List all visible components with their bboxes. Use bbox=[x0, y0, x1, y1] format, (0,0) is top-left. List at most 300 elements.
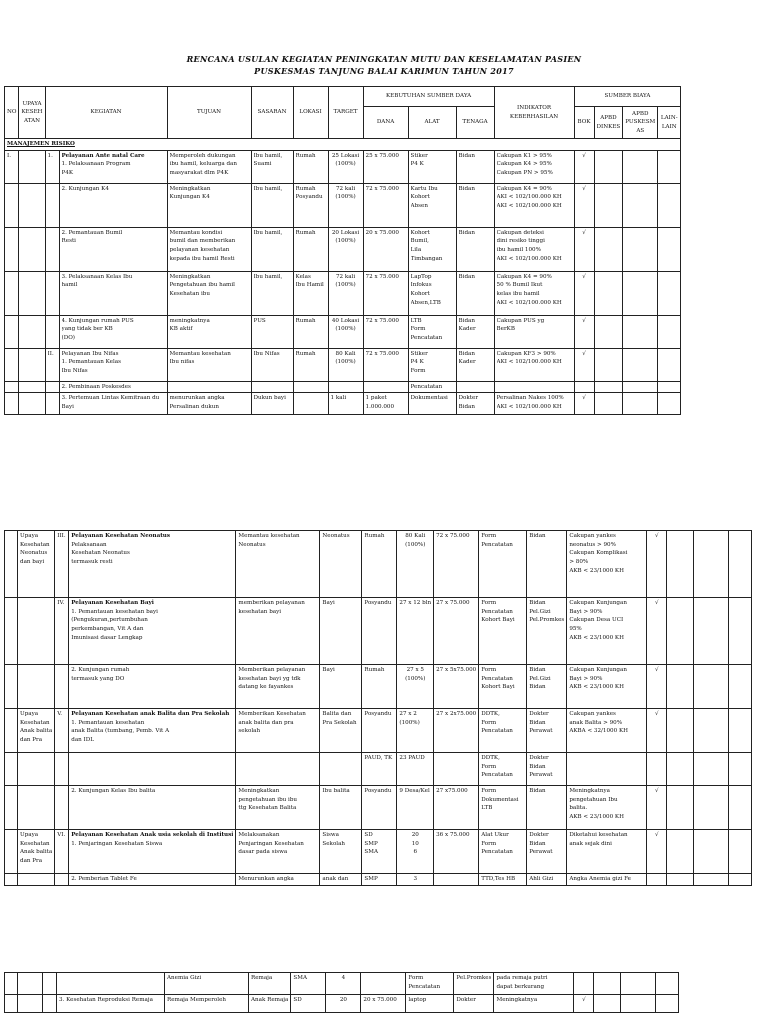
cell-indikator: Cakupan K4 = 90% AKI < 102/100.000 KH AKI < 102/100.000 KH bbox=[494, 183, 574, 227]
cell-tenaga: Bidan bbox=[456, 227, 494, 271]
cell-upaya bbox=[19, 315, 45, 348]
cell-indikator bbox=[494, 381, 574, 393]
cell-kegiatan: Pelayanan Kesehatan anak Balita dan Pra Sekolah 1. Pemantauan kesehatan anak Balita (tumbang, Pemb. Vit A dan IDL bbox=[69, 709, 236, 753]
cell-indikator: Cakupan K1 > 95% Cakupan K4 > 95% Cakupan PN > 95% bbox=[494, 150, 574, 183]
cell-alat: TTD,Tes HB bbox=[479, 874, 527, 886]
cell-kegiatan bbox=[69, 753, 236, 786]
cell-upaya bbox=[18, 874, 55, 886]
cell-apbd-puskesmas bbox=[623, 348, 658, 381]
cell-alat: laptop bbox=[406, 995, 454, 1013]
cell-sub-number bbox=[45, 271, 59, 315]
cell-sasaran: Bayi bbox=[320, 598, 362, 665]
cell-apbd-puskesmas bbox=[694, 830, 729, 874]
cell-apbd-puskesmas bbox=[694, 753, 729, 786]
cell-apbd-puskesmas bbox=[621, 995, 656, 1013]
cell-target: 80 Kali (100%) bbox=[328, 348, 363, 381]
cell-bok-check: √ bbox=[647, 786, 667, 830]
cell-target: 27 x 5 (100%) bbox=[397, 665, 434, 709]
cell-lokasi: Rumah bbox=[293, 227, 328, 271]
cell-apbd-puskesmas bbox=[623, 227, 658, 271]
cell-tenaga: Bidan Pel.Gizi Bidan bbox=[527, 665, 567, 709]
cell-lain-lain bbox=[658, 348, 681, 381]
cell-kegiatan: Pelayanan Ante natal Care 1. Pelaksanaan Program P4K bbox=[59, 150, 167, 183]
cell-lokasi: PAUD, TK bbox=[362, 753, 397, 786]
cell-lain-lain bbox=[729, 874, 752, 886]
cell-kegiatan: 3. Pelaksanaan Kelas Ibu hamil bbox=[59, 271, 167, 315]
cell-indikator: Cakupan deteksi dini resiko tinggi ibu hamil 100% AKI < 102/100.000 KH bbox=[494, 227, 574, 271]
cell-lokasi: Rumah bbox=[362, 665, 397, 709]
cell-indikator: Meningkatnya bbox=[494, 995, 574, 1013]
cell-indikator: Persalinan Nakes 100% AKI < 102/100.000 KH bbox=[494, 393, 574, 415]
cell-alat: DDTK, Form Pencatatan bbox=[479, 709, 527, 753]
table-row bbox=[5, 665, 752, 709]
cell-target: 27 x 2 (100%) bbox=[397, 709, 434, 753]
cell-apbd-puskesmas bbox=[694, 786, 729, 830]
cell-target: 72 kali (100%) bbox=[328, 183, 363, 227]
cell-dana bbox=[434, 874, 479, 886]
cell-sasaran: Ibu hamil, bbox=[251, 271, 293, 315]
header-indikator: INDIKATOR KEBERHASILAN bbox=[494, 87, 574, 139]
cell-kegiatan: 2. Kunjungan rumah termasuk yang DO bbox=[69, 665, 236, 709]
cell-apbd-dinkes bbox=[594, 995, 621, 1013]
cell-target: 3 bbox=[397, 874, 434, 886]
cell-no bbox=[5, 786, 18, 830]
table-row bbox=[5, 995, 679, 1013]
cell-tenaga: Dokter Bidan Perawat bbox=[527, 709, 567, 753]
table-row bbox=[5, 830, 752, 874]
cell-sasaran: Ibu hamil, Suami bbox=[251, 150, 293, 183]
cell-no bbox=[5, 183, 19, 227]
cell-tujuan: Memperoleh dukungan ibu hamil, keluarga dan masyarakat dlm P4K bbox=[167, 150, 251, 183]
cell-sasaran: PUS bbox=[251, 315, 293, 348]
table-row bbox=[5, 874, 752, 886]
cell-no bbox=[5, 665, 18, 709]
cell-upaya: Upaya Kesehatan Anak balita dan Pra bbox=[18, 709, 55, 753]
cell-tujuan: Memberikan pelayanan kesehatan bayi yg tdk datang ke fayankes bbox=[236, 665, 320, 709]
cell-alat: DDTK, Form Pencatatan bbox=[479, 753, 527, 786]
cell-dana: 36 x 75.000 bbox=[434, 830, 479, 874]
cell-sub-number: IV. bbox=[55, 598, 69, 665]
cell-sasaran: Remaja bbox=[249, 973, 291, 995]
cell-alat: Alat Ukur Form Pencatatan bbox=[479, 830, 527, 874]
cell-sub-number: II. bbox=[45, 348, 59, 381]
cell-no bbox=[5, 995, 18, 1013]
header-kegiatan: KEGIATAN bbox=[45, 87, 167, 139]
cell-lokasi: Rumah bbox=[293, 315, 328, 348]
header-sasaran: SASARAN bbox=[251, 87, 293, 139]
cell-tenaga: Bidan Kader bbox=[456, 348, 494, 381]
cell-tujuan: Meningkatkan Pengetahuan ibu hamil Kesehatan ibu bbox=[167, 271, 251, 315]
cell-sub-number bbox=[45, 393, 59, 415]
cell-lain-lain bbox=[729, 786, 752, 830]
cell-alat: Form Pencatatan bbox=[406, 973, 454, 995]
cell-no bbox=[5, 393, 19, 415]
cell-dana: 27 x 2x75.000 bbox=[434, 709, 479, 753]
cell-apbd-dinkes bbox=[594, 150, 623, 183]
cell-sasaran: Ibu Nifas bbox=[251, 348, 293, 381]
cell-no bbox=[5, 598, 18, 665]
cell-upaya: Upaya Kesehatan Neonatus dan bayi bbox=[18, 531, 55, 598]
cell-sub-number bbox=[45, 183, 59, 227]
cell-indikator: Cakupan PUS yg BerKB bbox=[494, 315, 574, 348]
cell-tujuan: Memantau kesehatan Ibu nifas bbox=[167, 348, 251, 381]
cell-bok-check: √ bbox=[574, 315, 594, 348]
cell-alat: Kartu Ibu Kohort Absen bbox=[408, 183, 456, 227]
document-subtitle: PUSKESMAS TANJUNG BALAI KARIMUN TAHUN 2017 bbox=[254, 66, 514, 76]
cell-lain-lain bbox=[658, 315, 681, 348]
cell-apbd-puskesmas bbox=[621, 973, 656, 995]
cell-dana bbox=[434, 753, 479, 786]
cell-tenaga: Bidan Pel.Gizi Pel.Promkes bbox=[527, 598, 567, 665]
cell-tujuan: Anemia Gizi bbox=[165, 973, 249, 995]
cell-tujuan: meningkatnya KB aktif bbox=[167, 315, 251, 348]
cell-alat: LTB Form Pencatatan bbox=[408, 315, 456, 348]
table-row bbox=[5, 348, 681, 381]
cell-sasaran bbox=[320, 753, 362, 786]
cell-dana: 20 x 75.000 bbox=[361, 995, 406, 1013]
cell-indikator: Cakupan KF3 > 90% AKI < 102/100.000 KH bbox=[494, 348, 574, 381]
cell-apbd-dinkes bbox=[594, 227, 623, 271]
cell-upaya bbox=[18, 598, 55, 665]
cell-apbd-dinkes bbox=[667, 830, 694, 874]
cell-upaya bbox=[18, 786, 55, 830]
cell-alat: Stiker P4 K Form bbox=[408, 348, 456, 381]
header-dana: DANA bbox=[363, 107, 408, 139]
cell-bok-check: √ bbox=[574, 150, 594, 183]
kegiatan-table-page-2 bbox=[4, 530, 752, 886]
cell-upaya bbox=[19, 271, 45, 315]
cell-tenaga: Ahli Gizi bbox=[527, 874, 567, 886]
header-tenaga: TENAGA bbox=[456, 107, 494, 139]
header-bok: BOK bbox=[574, 107, 594, 139]
cell-bok-check bbox=[647, 874, 667, 886]
cell-apbd-dinkes bbox=[594, 348, 623, 381]
cell-tenaga: Bidan bbox=[456, 183, 494, 227]
cell-bok-check: √ bbox=[574, 183, 594, 227]
cell-target: 80 Kali (100%) bbox=[397, 531, 434, 598]
cell-apbd-puskesmas bbox=[694, 531, 729, 598]
cell-no bbox=[5, 830, 18, 874]
header-upaya: UPAYA KESEH ATAN bbox=[19, 87, 45, 139]
cell-sasaran: Bayi bbox=[320, 665, 362, 709]
cell-sub-number bbox=[45, 381, 59, 393]
cell-lain-lain bbox=[729, 709, 752, 753]
cell-no bbox=[5, 315, 19, 348]
cell-sasaran: Ibu hamil, bbox=[251, 227, 293, 271]
cell-lokasi: Rumah bbox=[293, 348, 328, 381]
cell-lain-lain bbox=[658, 227, 681, 271]
cell-lokasi: Rumah Posyandu bbox=[293, 183, 328, 227]
cell-tenaga: Dokter Bidan bbox=[456, 393, 494, 415]
cell-apbd-dinkes bbox=[594, 393, 623, 415]
cell-sasaran: Siswa Sekolah bbox=[320, 830, 362, 874]
cell-bok-check: √ bbox=[574, 271, 594, 315]
cell-bok-check: √ bbox=[574, 393, 594, 415]
cell-kegiatan bbox=[57, 973, 165, 995]
cell-sasaran: Dukun bayi bbox=[251, 393, 293, 415]
cell-lain-lain bbox=[658, 271, 681, 315]
header-apbd-dinkes: APBD DINKES bbox=[594, 107, 623, 139]
cell-bok-check: √ bbox=[574, 995, 594, 1013]
cell-apbd-puskesmas bbox=[694, 665, 729, 709]
cell-apbd-puskesmas bbox=[694, 874, 729, 886]
cell-dana: 27 x75.000 bbox=[434, 786, 479, 830]
cell-apbd-dinkes bbox=[667, 786, 694, 830]
cell-tujuan: Menurunkan angka bbox=[236, 874, 320, 886]
cell-target: 72 kali (100%) bbox=[328, 271, 363, 315]
cell-upaya bbox=[19, 381, 45, 393]
cell-tujuan: Meningkatkan Kunjungan K4 bbox=[167, 183, 251, 227]
cell-kegiatan: 2. Pemantauan Bumil Resti bbox=[59, 227, 167, 271]
cell-no bbox=[5, 531, 18, 598]
cell-tujuan: memberikan pelayanan kesehatan bayi bbox=[236, 598, 320, 665]
cell-bok-check bbox=[647, 753, 667, 786]
cell-tenaga: Bidan bbox=[456, 271, 494, 315]
header-kebutuhan-sumber-daya: KEBUTUHAN SUMBER DAYA bbox=[363, 87, 494, 107]
cell-lain-lain bbox=[656, 995, 679, 1013]
table-row bbox=[5, 150, 681, 183]
cell-tujuan: Melaksanakan Penjaringan Kesehatan dasar pada siswa bbox=[236, 830, 320, 874]
cell-target: 1 kali bbox=[328, 393, 363, 415]
cell-alat: Form Pencatatan Kohort Bayi bbox=[479, 598, 527, 665]
cell-kegiatan: 2. Kunjungan K4 bbox=[59, 183, 167, 227]
cell-tenaga: Dokter Bidan Perawat bbox=[527, 753, 567, 786]
cell-lokasi: Kelas Ibu Hamil bbox=[293, 271, 328, 315]
cell-kegiatan: Pelayanan Kesehatan Neonatus Pelaksanaan Kesehatan Neonatus termasuk resti bbox=[69, 531, 236, 598]
cell-kegiatan: 3. Pertemuan Lintas Kemitraan du Bayi bbox=[59, 393, 167, 415]
cell-lokasi: Rumah bbox=[362, 531, 397, 598]
cell-tujuan: Remaja Memperoleh bbox=[165, 995, 249, 1013]
cell-dana bbox=[361, 973, 406, 995]
header-lain-lain: LAIN- LAIN bbox=[658, 107, 681, 139]
cell-upaya bbox=[19, 393, 45, 415]
cell-dana: 1 paket 1.000.000 bbox=[363, 393, 408, 415]
cell-dana: 72 x 75.000 bbox=[434, 531, 479, 598]
section-manajemen-risiko: MANAJEMEN RISIKO bbox=[5, 139, 168, 151]
cell-apbd-dinkes bbox=[667, 874, 694, 886]
cell-apbd-puskesmas bbox=[623, 183, 658, 227]
cell-sub-number bbox=[55, 786, 69, 830]
cell-apbd-dinkes bbox=[667, 598, 694, 665]
cell-lain-lain bbox=[656, 973, 679, 995]
cell-no bbox=[5, 973, 18, 995]
cell-sub-number bbox=[43, 973, 57, 995]
cell-target: 9 Desa/Kel bbox=[397, 786, 434, 830]
cell-tenaga: Bidan bbox=[456, 150, 494, 183]
cell-target: 40 Lokasi (100%) bbox=[328, 315, 363, 348]
cell-bok-check: √ bbox=[574, 348, 594, 381]
cell-no: I. bbox=[5, 150, 19, 183]
cell-lain-lain bbox=[729, 531, 752, 598]
cell-alat: Form Dokumentasi LTB bbox=[479, 786, 527, 830]
cell-no bbox=[5, 348, 19, 381]
cell-kegiatan: 2. Pemberian Tablet Fe bbox=[69, 874, 236, 886]
cell-tenaga: Pel.Promkes bbox=[454, 973, 494, 995]
cell-lokasi: Posyandu bbox=[362, 786, 397, 830]
cell-dana: 72 x 75.000 bbox=[363, 271, 408, 315]
cell-lokasi: Posyandu bbox=[362, 709, 397, 753]
table-row bbox=[5, 709, 752, 753]
cell-upaya bbox=[18, 665, 55, 709]
table-row bbox=[5, 973, 679, 995]
table-row bbox=[5, 315, 681, 348]
cell-no bbox=[5, 874, 18, 886]
cell-sub-number: III. bbox=[55, 531, 69, 598]
cell-lain-lain bbox=[729, 598, 752, 665]
cell-upaya bbox=[18, 973, 43, 995]
cell-apbd-dinkes bbox=[594, 381, 623, 393]
cell-bok-check: √ bbox=[647, 531, 667, 598]
header-sumber-biaya: SUMBER BIAYA bbox=[574, 87, 681, 107]
cell-dana: 72 x 75.000 bbox=[363, 348, 408, 381]
cell-no bbox=[5, 227, 19, 271]
cell-kegiatan: 2. Kunjungan Kelas Ibu balita bbox=[69, 786, 236, 830]
cell-upaya bbox=[19, 183, 45, 227]
cell-target: 25 Lokasi (100%) bbox=[328, 150, 363, 183]
cell-bok-check bbox=[574, 381, 594, 393]
header-tujuan: TUJUAN bbox=[167, 87, 251, 139]
cell-alat: Dokumentasi bbox=[408, 393, 456, 415]
cell-lain-lain bbox=[729, 753, 752, 786]
cell-apbd-dinkes bbox=[594, 973, 621, 995]
cell-sub-number bbox=[45, 315, 59, 348]
cell-bok-check: √ bbox=[647, 665, 667, 709]
cell-apbd-puskesmas bbox=[623, 393, 658, 415]
table-row bbox=[5, 393, 681, 415]
header-apbd-puskesmas: APBD PUSKESM AS bbox=[623, 107, 658, 139]
cell-dana: 72 x 75.000 bbox=[363, 183, 408, 227]
table-row bbox=[5, 381, 681, 393]
cell-kegiatan: 3. Kesehatan Reproduksi Remaja bbox=[57, 995, 165, 1013]
table-row bbox=[5, 753, 752, 786]
cell-indikator: Meningkatnya pengetahuan Ibu balita. AKB < 23/1000 KH bbox=[567, 786, 647, 830]
cell-lokasi: Posyandu bbox=[362, 598, 397, 665]
cell-sub-number bbox=[55, 665, 69, 709]
cell-apbd-puskesmas bbox=[694, 709, 729, 753]
cell-lokasi: SD bbox=[291, 995, 326, 1013]
kegiatan-table-page-3 bbox=[4, 972, 679, 1013]
cell-dana: 25 x 75.000 bbox=[363, 150, 408, 183]
cell-tujuan: Memantau kondisi bumil dan memberikan pelayanan kesehatan kepada ibu hamil Resti bbox=[167, 227, 251, 271]
cell-apbd-dinkes bbox=[594, 271, 623, 315]
cell-lokasi: SMA bbox=[291, 973, 326, 995]
cell-apbd-dinkes bbox=[594, 315, 623, 348]
cell-target: 4 bbox=[326, 973, 361, 995]
table-row bbox=[5, 183, 681, 227]
cell-dana: 72 x 75.000 bbox=[363, 315, 408, 348]
cell-bok-check: √ bbox=[574, 227, 594, 271]
header-alat: ALAT bbox=[408, 107, 456, 139]
cell-indikator: pada remaja putri dapat berkurang bbox=[494, 973, 574, 995]
header-lokasi: LOKASI bbox=[293, 87, 328, 139]
cell-apbd-dinkes bbox=[667, 753, 694, 786]
cell-lokasi bbox=[293, 393, 328, 415]
cell-dana: 27 x 75.000 bbox=[434, 598, 479, 665]
cell-sasaran: Ibu balita bbox=[320, 786, 362, 830]
cell-alat: Form Pencatatan bbox=[479, 531, 527, 598]
cell-lokasi: SD SMP SMA bbox=[362, 830, 397, 874]
cell-bok-check bbox=[574, 973, 594, 995]
cell-apbd-puskesmas bbox=[623, 271, 658, 315]
cell-apbd-puskesmas bbox=[623, 381, 658, 393]
cell-target bbox=[328, 381, 363, 393]
cell-sasaran: Anak Remaja bbox=[249, 995, 291, 1013]
cell-no bbox=[5, 381, 19, 393]
cell-upaya bbox=[18, 995, 43, 1013]
cell-apbd-dinkes bbox=[594, 183, 623, 227]
cell-lain-lain bbox=[658, 381, 681, 393]
cell-tujuan: Memantau kesehatan Neonatus bbox=[236, 531, 320, 598]
cell-no bbox=[5, 709, 18, 753]
cell-sasaran: anak dan bbox=[320, 874, 362, 886]
cell-sasaran bbox=[251, 381, 293, 393]
cell-indikator: Cakupan yankes anak Balita > 90% AKBA < 32/1000 KH bbox=[567, 709, 647, 753]
cell-lokasi bbox=[293, 381, 328, 393]
kegiatan-table-page-1 bbox=[4, 86, 681, 415]
cell-tenaga: Dokter Bidan Perawat bbox=[527, 830, 567, 874]
cell-sub-number: 1. bbox=[45, 150, 59, 183]
cell-upaya bbox=[19, 227, 45, 271]
cell-alat: Pencatatan bbox=[408, 381, 456, 393]
cell-sub-number bbox=[55, 753, 69, 786]
cell-upaya: Upaya Kesehatan Anak balita dan Pra bbox=[18, 830, 55, 874]
cell-kegiatan: Pelayanan Kesehatan Anak usia sekolah di Institusi 1. Penjaringan Kesehatan Siswa bbox=[69, 830, 236, 874]
cell-alat: Form Pencatatan Kohort Bayi bbox=[479, 665, 527, 709]
cell-kegiatan: Pelayanan Kesehatan Bayi 1. Pemantauan kesehatan bayi (Pengukuran,pertumbuhan perkembangan, Vit A dan Imunisasi dasar Lengkap bbox=[69, 598, 236, 665]
cell-alat: Kohort Bumil, Lila Timbangan bbox=[408, 227, 456, 271]
cell-upaya bbox=[18, 753, 55, 786]
cell-sasaran: Neonatus bbox=[320, 531, 362, 598]
cell-apbd-puskesmas bbox=[623, 315, 658, 348]
cell-lokasi: SMP bbox=[362, 874, 397, 886]
cell-apbd-dinkes bbox=[667, 531, 694, 598]
cell-bok-check: √ bbox=[647, 830, 667, 874]
cell-indikator bbox=[567, 753, 647, 786]
table-row bbox=[5, 271, 681, 315]
cell-sub-number: V. bbox=[55, 709, 69, 753]
cell-lain-lain bbox=[658, 150, 681, 183]
cell-upaya bbox=[19, 348, 45, 381]
cell-tenaga: Dokter bbox=[454, 995, 494, 1013]
cell-no bbox=[5, 753, 18, 786]
table-row bbox=[5, 598, 752, 665]
cell-lokasi: Rumah bbox=[293, 150, 328, 183]
table-row bbox=[5, 227, 681, 271]
cell-indikator: Cakupan Kunjungan Bayi > 90% Cakupan Desa UCI 95% AKB < 23/1000 KH bbox=[567, 598, 647, 665]
cell-kegiatan: 4. Kunjungan rumah PUS yang tidak ber KB (DO) bbox=[59, 315, 167, 348]
cell-tenaga: Bidan bbox=[527, 786, 567, 830]
cell-apbd-puskesmas bbox=[694, 598, 729, 665]
cell-no bbox=[5, 271, 19, 315]
cell-indikator: Cakupan Kunjungan Bayi > 90% AKB < 23/1000 KH bbox=[567, 665, 647, 709]
cell-tenaga bbox=[456, 381, 494, 393]
header-no: NO bbox=[5, 87, 19, 139]
cell-target: 23 PAUD bbox=[397, 753, 434, 786]
cell-apbd-dinkes bbox=[667, 709, 694, 753]
cell-lain-lain bbox=[658, 393, 681, 415]
cell-sub-number bbox=[45, 227, 59, 271]
cell-tenaga: Bidan bbox=[527, 531, 567, 598]
cell-target: 20 bbox=[326, 995, 361, 1013]
cell-alat: Stiker P4 K bbox=[408, 150, 456, 183]
cell-tujuan bbox=[167, 381, 251, 393]
table-row bbox=[5, 531, 752, 598]
cell-lain-lain bbox=[729, 830, 752, 874]
cell-tenaga: Bidan Kader bbox=[456, 315, 494, 348]
document-title: RENCANA USULAN KEGIATAN PENINGKATAN MUTU DAN KESELAMATAN PASIEN bbox=[186, 54, 582, 64]
cell-dana: 27 x 5x75.000 bbox=[434, 665, 479, 709]
cell-indikator: Angka Anemia gizi Fe bbox=[567, 874, 647, 886]
